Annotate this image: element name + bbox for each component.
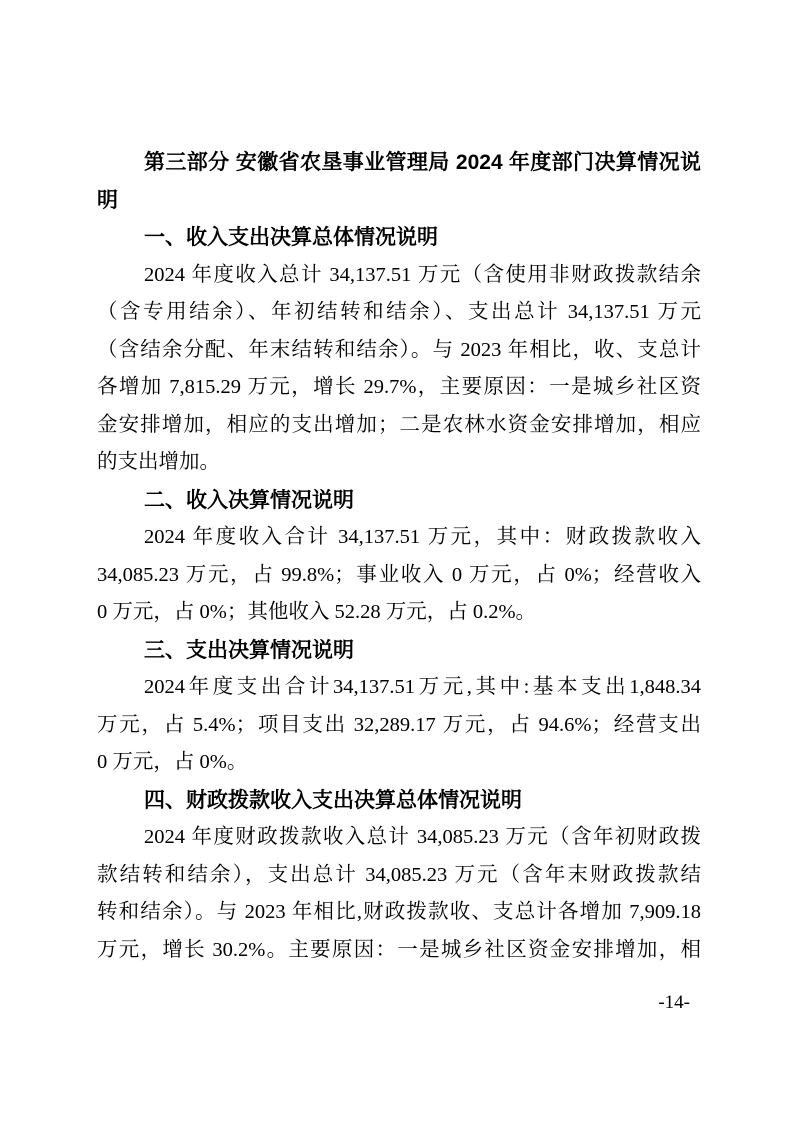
paragraph-line: 0 万元，占 0%。 <box>97 751 248 773</box>
heading-line: 四、财政拨款收入支出决算总体情况说明 <box>144 788 522 812</box>
paragraph-line: 34,085.23 万元，占 99.8%；事业收入 0 万元，占 0%；经营收入 <box>97 563 701 586</box>
paragraph-line: 2024 年度收入合计 34,137.51 万元，其中：财政拨款收入 <box>144 526 701 548</box>
heading-line: 三、支出决算情况说明 <box>144 638 354 662</box>
paragraph-line: 2024 年度收入总计 34,137.51 万元（含使用非财政拨款结余 <box>144 263 701 286</box>
paragraph-line: 款结转和结余），支出总计 34,085.23 万元（含年末财政拨款结 <box>97 863 701 886</box>
paragraph <box>97 819 701 969</box>
paragraph-line: 万元，增长 30.2%。主要原因：一是城乡社区资金安排增加，相 <box>97 938 701 961</box>
paragraph <box>97 257 701 482</box>
section-heading <box>97 482 701 520</box>
title-line: 明 <box>97 188 118 212</box>
document-content <box>97 144 701 969</box>
paragraph-line: 各增加 7,815.29 万元，增长 29.7%，主要原因：一是城乡社区资 <box>97 376 701 398</box>
section-heading <box>97 219 701 257</box>
paragraph <box>97 519 701 632</box>
heading-line: 二、收入决算情况说明 <box>144 488 354 512</box>
paragraph-line: 2024年度支出合计34,137.51万元,其中:基本支出1,848.34 <box>144 676 701 698</box>
document-title <box>97 144 701 219</box>
paragraph-line: （含结余分配、年末结转和结余）。与 2023 年相比，收、支总计 <box>97 338 701 361</box>
paragraph-line: 的支出增加。 <box>97 451 220 473</box>
title-line: 第三部分 安徽省农垦事业管理局 2024 年度部门决算情况说 <box>144 151 701 174</box>
paragraph <box>97 669 701 782</box>
paragraph-line: 2024 年度财政拨款收入总计 34,085.23 万元（含年初财政拨 <box>144 826 701 848</box>
section-heading <box>97 632 701 670</box>
paragraph-line: （含专用结余）、年初结转和结余）、支出总计 34,137.51 万元 <box>97 301 701 323</box>
page-number: -14- <box>658 992 690 1013</box>
section-heading <box>97 782 701 820</box>
paragraph-line: 转和结余）。与 2023 年相比,财政拨款收、支总计各增加 7,909.18 <box>97 901 701 923</box>
heading-line: 一、收入支出决算总体情况说明 <box>144 226 438 249</box>
paragraph-line: 万元，占 5.4%；项目支出 32,289.17 万元，占 94.6%；经营支出 <box>97 713 701 736</box>
paragraph-line: 金安排增加，相应的支出增加；二是农林水资金安排增加，相应 <box>97 413 701 436</box>
paragraph-line: 0 万元，占 0%；其他收入 52.28 万元，占 0.2%。 <box>97 601 537 623</box>
